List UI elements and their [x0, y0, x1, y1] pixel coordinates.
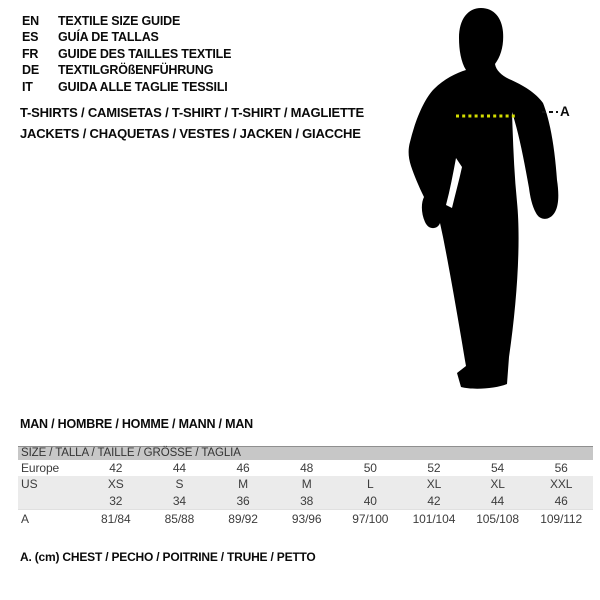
table-cell: XS	[107, 477, 124, 491]
table-cell: 56	[554, 461, 568, 475]
garment-line-tshirts: T-SHIRTS / CAMISETAS / T-SHIRT / T-SHIRT / MAGLIETTE	[20, 105, 364, 120]
table-cell: 34	[172, 494, 187, 508]
language-row	[22, 13, 231, 29]
language-title: GUÍA DE TALLAS	[58, 30, 159, 45]
measure-label-a: A	[560, 104, 570, 119]
size-table	[18, 446, 593, 527]
language-row	[22, 79, 231, 95]
language-title: GUIDE DES TAILLES TEXTILE	[58, 46, 232, 61]
row-label: Europe	[21, 461, 60, 475]
table-cell: M	[238, 477, 249, 491]
language-row	[22, 46, 231, 62]
size-table-header: SIZE / TALLA / TAILLE / GRÖSSE / TAGLIA	[18, 447, 593, 460]
table-cell: 105/108	[476, 512, 519, 526]
table-row-chest	[18, 510, 593, 527]
table-cell: 36	[236, 494, 250, 508]
table-cell: 44	[490, 494, 505, 508]
table-cell: XL	[426, 477, 442, 491]
table-cell: S	[175, 477, 184, 491]
table-cell: 81/84	[101, 512, 131, 526]
language-title: TEXTILE SIZE GUIDE	[58, 14, 181, 28]
table-row-us-numeric	[18, 493, 593, 510]
table-cell: M	[301, 477, 312, 491]
table-cell: XXL	[549, 477, 573, 491]
arm-torso-gap	[446, 158, 462, 208]
section-title: MAN / HOMBRE / HOMME / MANN / MAN	[20, 417, 253, 431]
garment-line-jackets: JACKETS / CHAQUETAS / VESTES / JACKEN / GIACCHE	[20, 125, 361, 141]
language-row	[22, 29, 231, 45]
language-title: TEXTILGRÖßENFÜHRUNG	[58, 63, 214, 78]
row-label: A	[21, 512, 29, 526]
language-title: GUIDA ALLE TAGLIE TESSILI	[58, 79, 228, 94]
table-cell: XL	[490, 477, 505, 491]
language-code: DE	[22, 63, 39, 78]
language-code: FR	[22, 46, 39, 61]
table-cell: 101/104	[412, 512, 456, 526]
table-cell: 97/100	[352, 512, 389, 526]
table-cell: L	[367, 477, 374, 491]
table-cell: 38	[300, 494, 314, 508]
row-label	[18, 493, 84, 509]
table-cell: 93/96	[291, 512, 322, 526]
row-label: US	[21, 477, 38, 491]
table-cell: 42	[427, 494, 441, 508]
table-cell: 85/88	[164, 512, 195, 526]
table-row-europe	[18, 460, 593, 476]
table-cell: 44	[172, 461, 187, 475]
table-cell: 50	[363, 461, 377, 475]
table-cell: 89/92	[228, 512, 258, 526]
table-cell: 46	[236, 461, 250, 475]
language-code: IT	[22, 79, 33, 94]
table-cell: 42	[109, 461, 123, 475]
language-code: ES	[22, 30, 39, 45]
table-cell: 32	[109, 494, 123, 508]
table-cell: 109/112	[540, 512, 583, 526]
language-code: EN	[22, 14, 39, 28]
language-row	[22, 62, 231, 78]
table-cell: 52	[427, 461, 441, 475]
table-row-us	[18, 476, 593, 493]
table-cell: 46	[554, 494, 568, 508]
table-cell: 54	[490, 461, 505, 475]
garment-type-lines	[20, 103, 364, 144]
measure-footnote: A. (cm) CHEST / PECHO / POITRINE / TRUHE / PETTO	[20, 550, 316, 564]
man-silhouette-body	[409, 8, 559, 389]
table-cell: 40	[363, 494, 377, 508]
table-cell: 48	[300, 461, 314, 475]
language-list	[22, 13, 231, 95]
